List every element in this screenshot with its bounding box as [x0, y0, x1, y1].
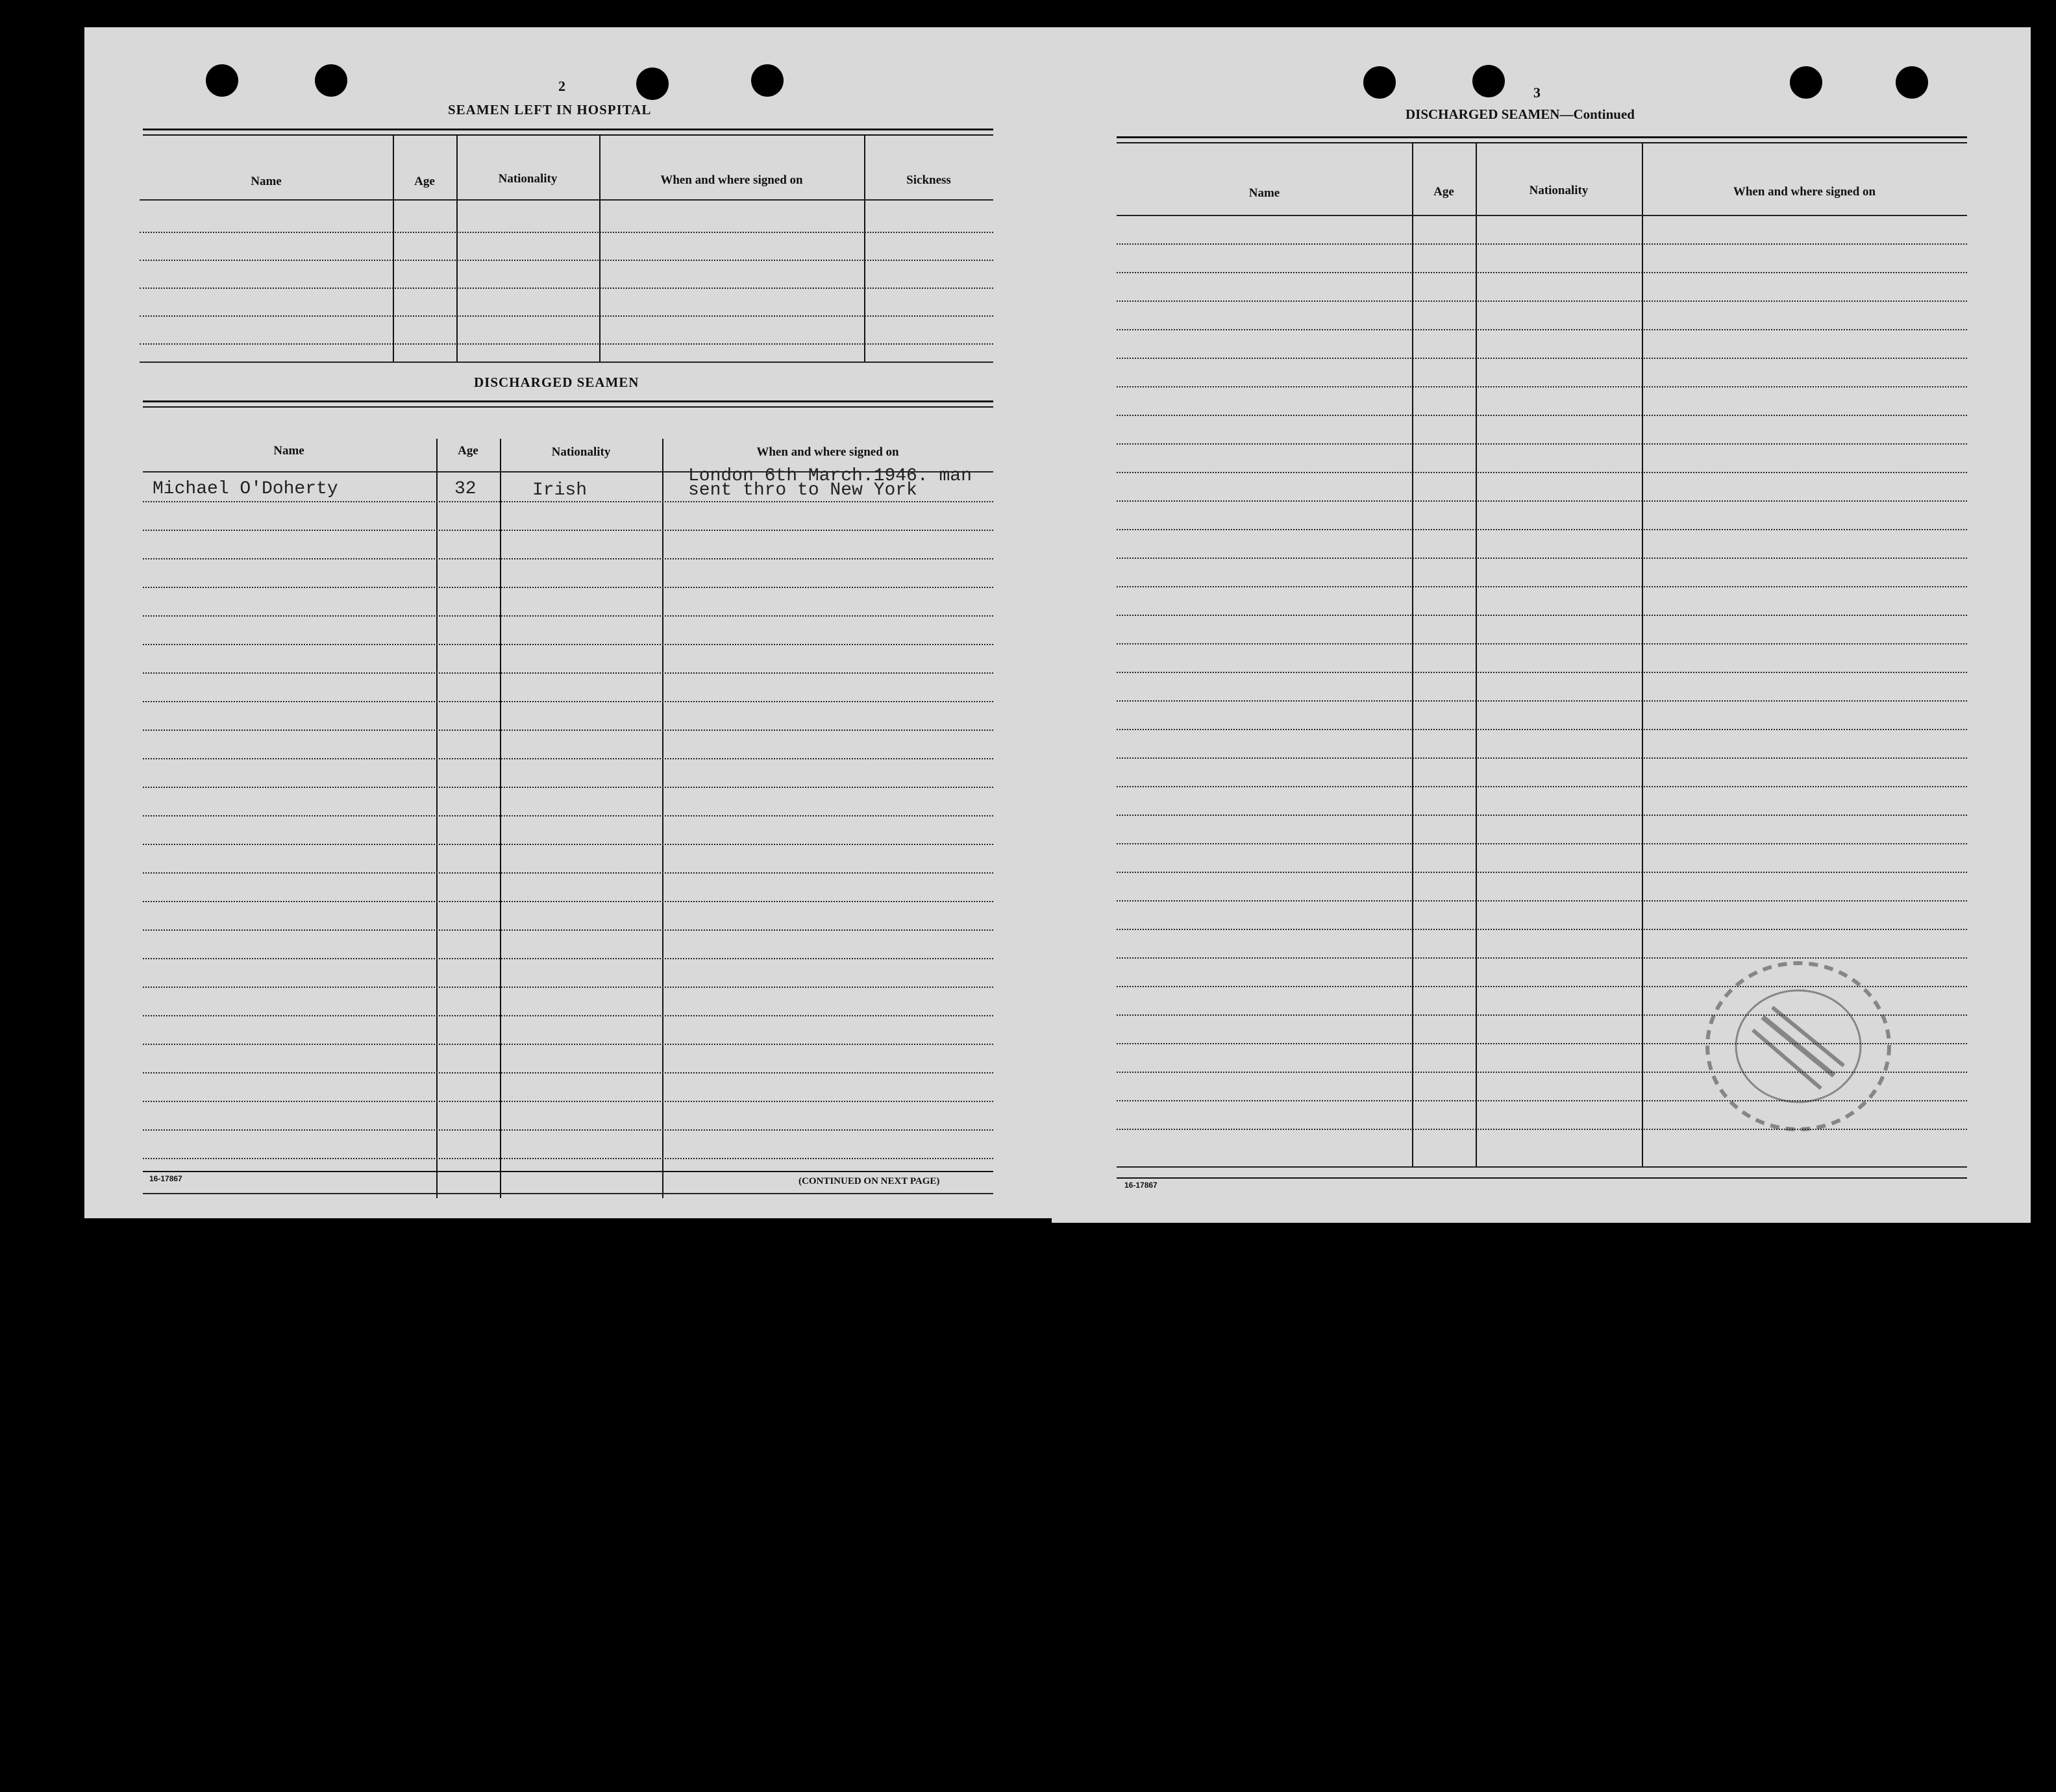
row-line — [1117, 386, 1967, 387]
seaman-name: Michael O'Doherty — [153, 479, 338, 499]
row-line — [1117, 815, 1967, 816]
circular-stamp — [1701, 955, 1896, 1137]
row-line — [1117, 872, 1967, 873]
column-header-signed-on: When and where signed on — [660, 173, 803, 187]
row-line — [143, 1015, 993, 1016]
column-header-name: Name — [273, 444, 304, 458]
column-divider — [864, 134, 865, 362]
row-line — [1117, 929, 1967, 930]
row-line — [1117, 329, 1967, 330]
row-line — [1117, 700, 1967, 702]
column-divider — [599, 134, 601, 362]
column-divider — [500, 439, 501, 1198]
divider — [143, 400, 993, 402]
row-line — [143, 958, 993, 959]
row-line — [143, 815, 993, 816]
divider — [143, 1171, 993, 1172]
row-line — [140, 362, 993, 363]
row-line — [1117, 843, 1967, 844]
row-line — [143, 1101, 993, 1102]
row-line — [140, 199, 993, 201]
row-line — [1117, 415, 1967, 416]
row-line — [1117, 443, 1967, 445]
row-line — [143, 901, 993, 902]
row-line — [143, 644, 993, 645]
punch-hole — [1363, 66, 1396, 99]
row-line — [1117, 272, 1967, 273]
row-line — [143, 987, 993, 988]
column-divider — [662, 439, 663, 1198]
hospital-table — [140, 134, 993, 391]
column-header-age: Age — [1433, 185, 1454, 199]
row-line — [1117, 643, 1967, 644]
row-line — [1117, 1166, 1967, 1168]
left-page — [84, 27, 1058, 1218]
column-divider — [1476, 142, 1477, 1168]
punch-hole — [206, 64, 238, 97]
row-line — [143, 701, 993, 702]
row-line — [1117, 672, 1967, 673]
column-divider — [1412, 142, 1413, 1168]
column-header-age: Age — [414, 175, 435, 188]
column-divider — [436, 439, 438, 1198]
row-line — [143, 587, 993, 588]
row-line — [143, 615, 993, 617]
column-divider — [393, 134, 394, 362]
form-code: 16-17867 — [1124, 1181, 1158, 1190]
row-line — [143, 1129, 993, 1131]
page-number: 3 — [1533, 84, 1541, 101]
column-header-nationality: Nationality — [551, 445, 611, 459]
continued-note: (CONTINUED ON NEXT PAGE) — [799, 1176, 940, 1186]
divider — [143, 129, 993, 130]
row-line — [143, 787, 993, 788]
column-divider — [456, 134, 458, 362]
row-line — [143, 929, 993, 931]
row-line — [1117, 243, 1967, 245]
row-line — [1117, 215, 1967, 216]
row-line — [143, 844, 993, 845]
row-line — [140, 288, 993, 289]
row-line — [143, 758, 993, 759]
stamp-graphic — [1701, 955, 1896, 1137]
row-line — [1117, 615, 1967, 616]
page-number: 2 — [558, 78, 565, 94]
row-line — [1117, 529, 1967, 530]
row-line — [1117, 301, 1967, 302]
discharged-continued-heading: DISCHARGED SEAMEN—Continued — [1406, 106, 1635, 122]
column-header-signed-on: When and where signed on — [756, 445, 899, 459]
row-line — [143, 1158, 993, 1159]
punch-hole — [1896, 66, 1928, 99]
divider — [1117, 136, 1967, 138]
row-line — [143, 558, 993, 559]
row-line — [1117, 558, 1967, 559]
punch-hole — [1790, 66, 1822, 99]
discharged-table — [143, 406, 993, 1201]
row-line — [143, 501, 993, 502]
row-line — [143, 730, 993, 731]
divider — [1117, 1177, 1967, 1179]
punch-hole — [636, 68, 669, 100]
row-line — [140, 343, 993, 345]
row-line — [1117, 500, 1967, 502]
row-line — [143, 530, 993, 531]
row-line — [143, 872, 993, 874]
column-header-name: Name — [251, 175, 282, 188]
column-header-name: Name — [1248, 186, 1280, 200]
hospital-section-heading: SEAMEN LEFT IN HOSPITAL — [448, 102, 652, 117]
column-header-signed-on: When and where signed on — [1733, 185, 1876, 199]
right-page — [1052, 27, 2031, 1223]
column-header-sickness: Sickness — [906, 173, 951, 187]
form-code: 16-17867 — [149, 1174, 182, 1183]
row-line — [1117, 729, 1967, 730]
row-line — [143, 1193, 993, 1194]
row-line — [1117, 786, 1967, 787]
row-line — [143, 1044, 993, 1045]
row-line — [143, 672, 993, 674]
seaman-age: 32 — [454, 479, 477, 499]
seaman-nationality: Irish — [532, 480, 588, 500]
row-line — [140, 315, 993, 317]
seaman-signed-on-line1: London 6th March.1946. man — [688, 466, 972, 486]
column-header-age: Age — [458, 444, 478, 458]
row-line — [1117, 900, 1967, 902]
column-divider — [1642, 142, 1643, 1168]
column-header-nationality: Nationality — [498, 172, 558, 186]
column-header-nationality: Nationality — [1529, 184, 1589, 197]
row-line — [1117, 358, 1967, 359]
row-line — [1117, 472, 1967, 473]
punch-hole — [751, 64, 784, 97]
row-line — [143, 1072, 993, 1074]
row-line — [1117, 757, 1967, 759]
punch-hole — [315, 64, 347, 97]
seaman-signed-on-line2: sent thro to New York — [688, 480, 917, 500]
discharged-section-heading: DISCHARGED SEAMEN — [474, 374, 639, 390]
punch-hole — [1472, 65, 1505, 97]
row-line — [140, 232, 993, 233]
row-line — [1117, 586, 1967, 587]
row-line — [140, 260, 993, 261]
